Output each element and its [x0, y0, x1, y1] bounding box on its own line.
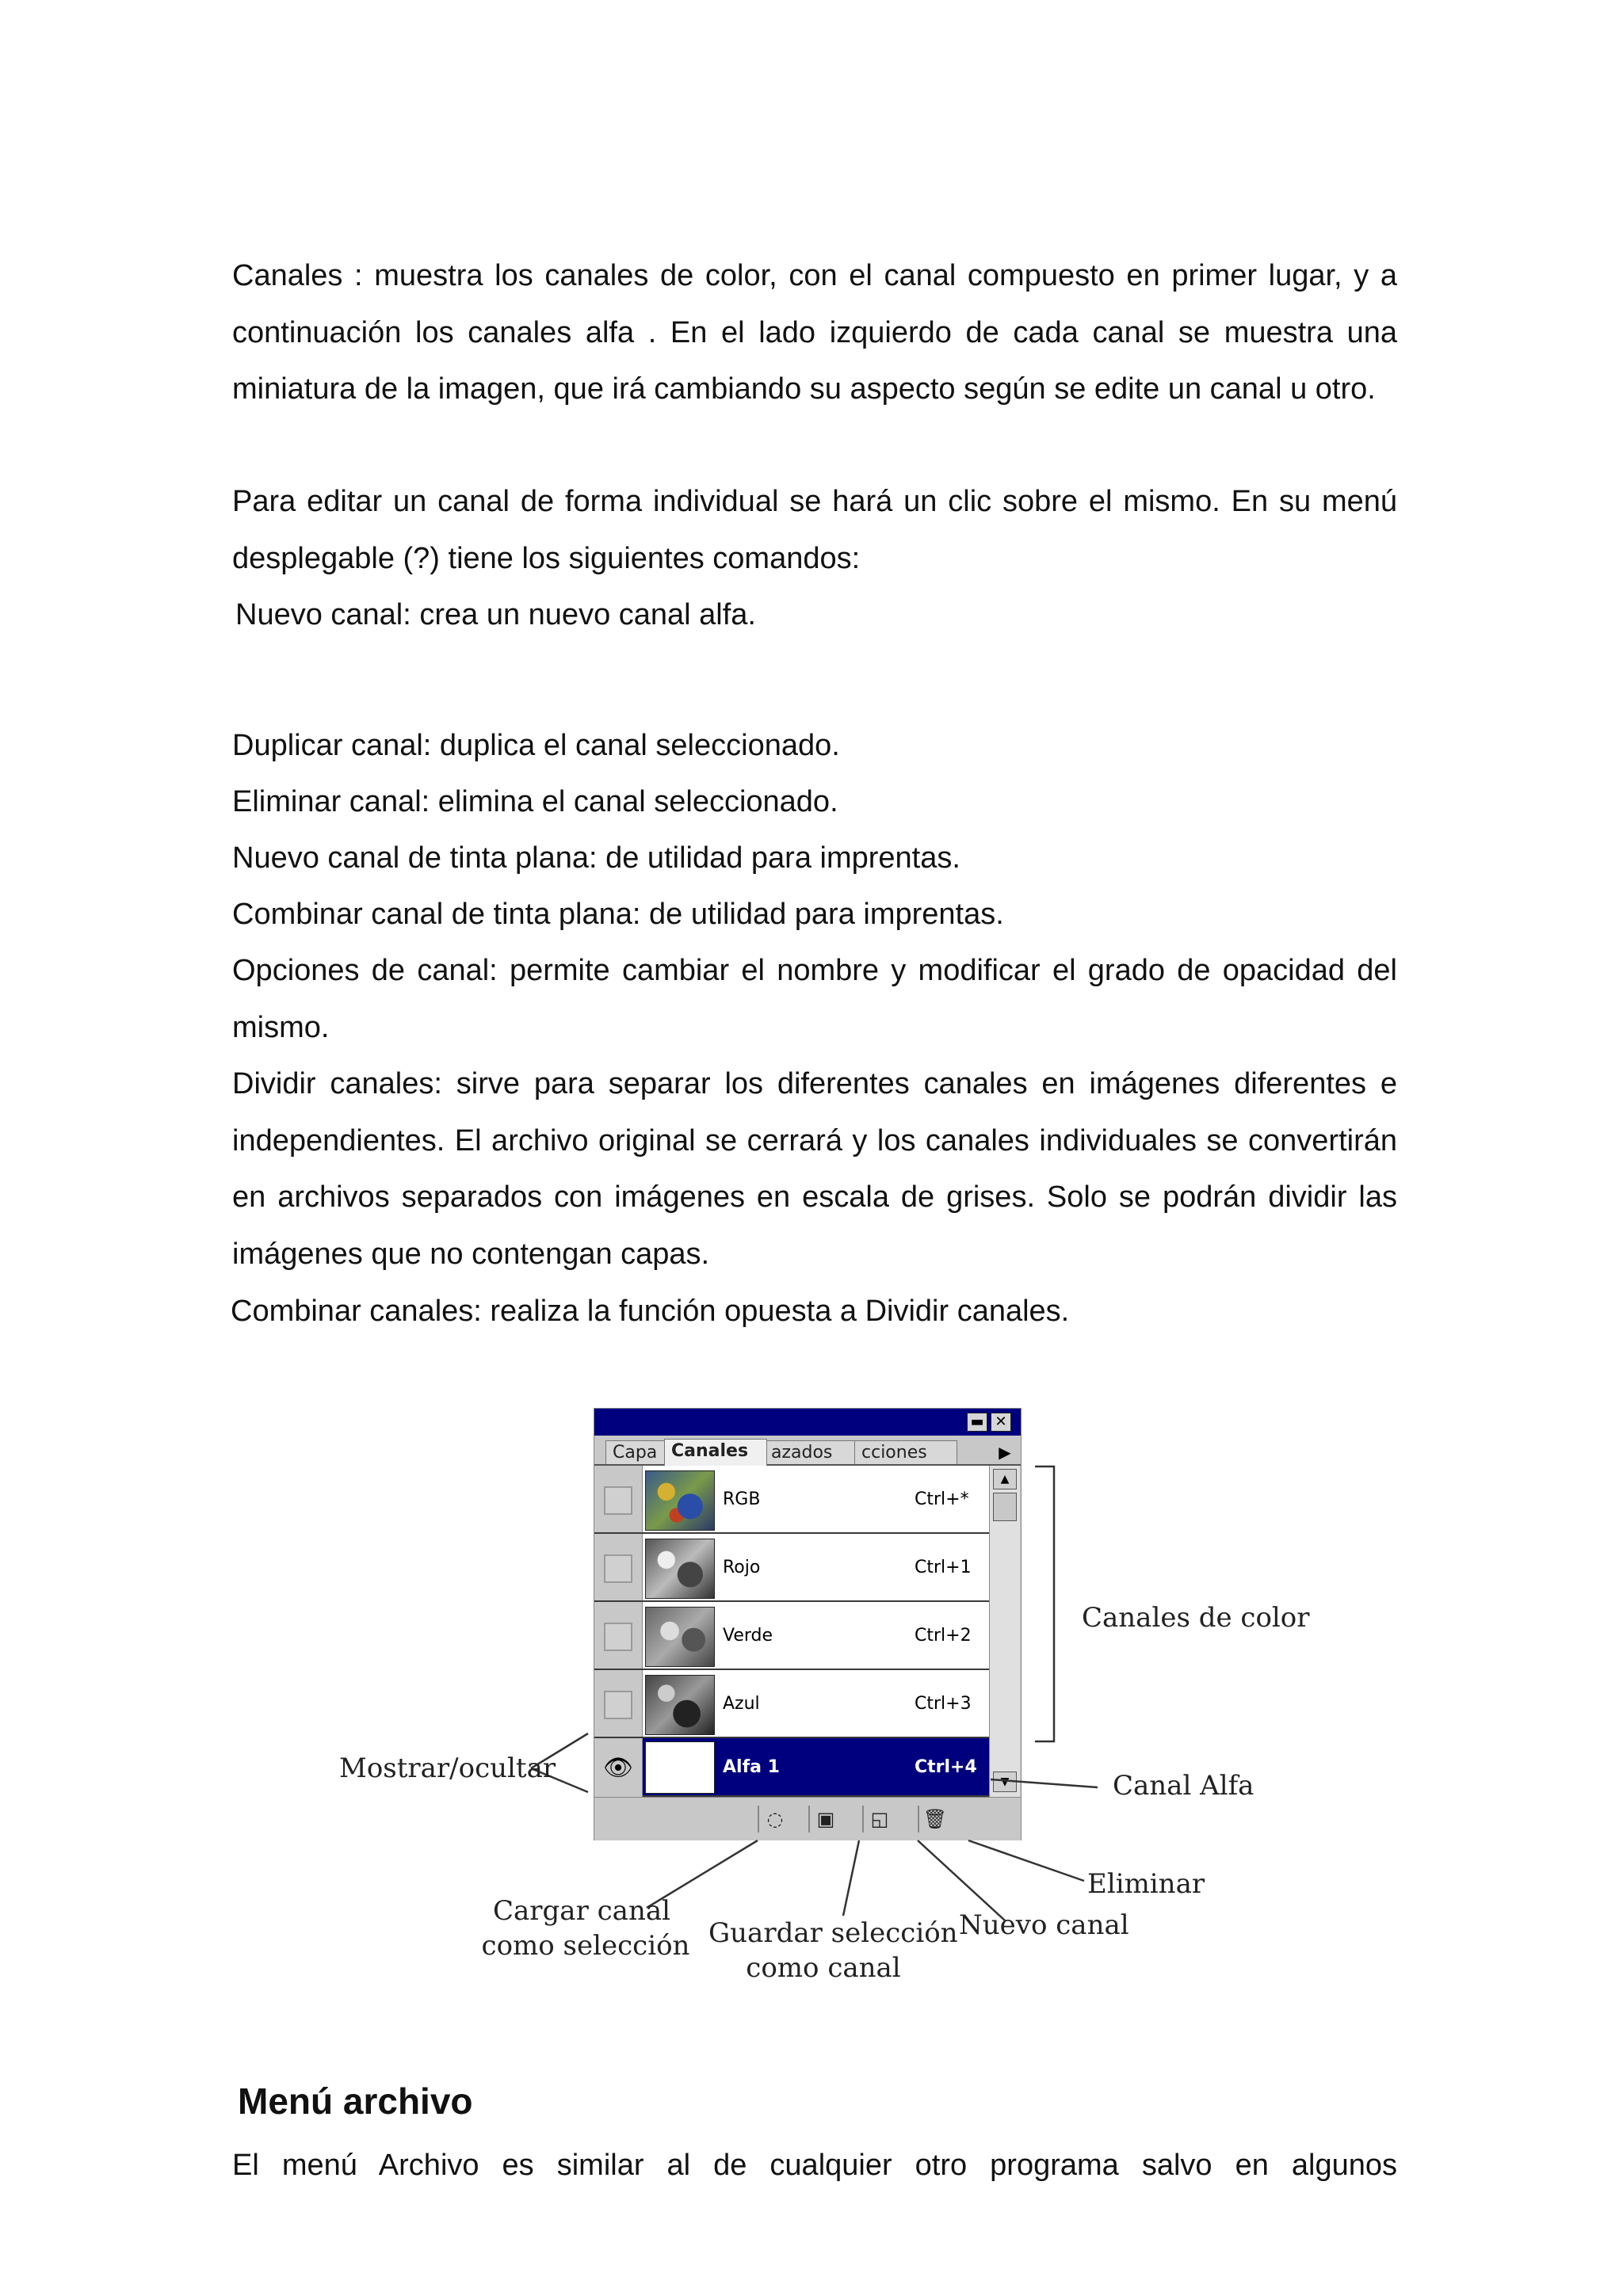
callout-delete: Eliminar [1087, 1868, 1205, 1900]
channel-shortcut: Ctrl+4 [915, 1757, 977, 1777]
channel-name: Azul [723, 1694, 760, 1714]
callout-save-line-1: Guardar selección [708, 1917, 958, 1949]
delete-channel-button[interactable]: 🗑 [918, 1806, 951, 1833]
callout-color-channels: Canales de color [1082, 1602, 1310, 1634]
line-nuevo-tinta-plana: Nuevo canal de tinta plana: de utilidad para imprentas. [232, 841, 960, 875]
channel-name: Rojo [723, 1558, 761, 1577]
channel-shortcut: Ctrl+3 [915, 1694, 972, 1714]
line-combinar-canales: Combinar canales: realiza la función opuesta a Dividir canales. [231, 1295, 1070, 1328]
paragraph-opciones-canal: Opciones de canal: permite cambiar el nombre y modificar el grado de opacidad del mismo. [232, 954, 1397, 1044]
callout-new-channel: Nuevo canal [959, 1909, 1129, 1941]
channel-name: Alfa 1 [723, 1757, 780, 1777]
load-channel-as-selection-button[interactable]: ◌ [758, 1806, 791, 1833]
tab-canales[interactable]: Canales [664, 1439, 767, 1466]
channel-name: RGB [723, 1489, 761, 1509]
eye-icon[interactable]: 👁 [602, 1754, 634, 1782]
channel-shortcut: Ctrl+* [915, 1489, 969, 1509]
callout-show-hide: Mostrar/ocultar [339, 1753, 556, 1784]
line-eliminar-canal: Eliminar canal: elimina el canal seleccionado. [232, 785, 838, 818]
scroll-up-icon[interactable]: ▲ [993, 1469, 1017, 1489]
callout-load-line-2: como selección [481, 1930, 690, 1962]
save-selection-as-channel-button[interactable]: ▣ [808, 1806, 842, 1833]
channel-shortcut: Ctrl+1 [915, 1558, 972, 1577]
callout-alpha-channel: Canal Alfa [1113, 1770, 1254, 1802]
section-intro: El menú Archivo es similar al de cualquier otro programa salvo en algunos [232, 2149, 1397, 2182]
paragraph-canales: Canales : muestra los canales de color, con el canal compuesto en primer lugar, y a continuación los canales alfa . En el lado izquierdo de cada canal se muestra una miniatura de la imagen, que irá cambiando su aspecto según se edite un canal u otro. [232, 259, 1397, 406]
line-combinar-tinta-plana: Combinar canal de tinta plana: de utilidad para imprentas. [232, 898, 1004, 931]
line-duplicar-canal: Duplicar canal: duplica el canal seleccionado. [232, 729, 840, 762]
palette-menu-arrow-icon[interactable]: ▶ [999, 1443, 1011, 1462]
callout-save-line-2: como canal [746, 1952, 901, 1979]
tab-trazados[interactable]: azados [764, 1440, 857, 1464]
paragraph-dividir-canales: Dividir canales: sirve para separar los diferentes canales en imágenes diferentes e independientes. El archivo original se cerrará y los canales individuales se convertirán en archivos separados con imágenes en escala de grises. Solo se podrán dividir las imágenes que no contengan capas. [232, 1067, 1397, 1271]
line-nuevo-canal: Nuevo canal: crea un nuevo canal alfa. [235, 598, 756, 631]
channel-name: Verde [723, 1626, 773, 1646]
tab-acciones[interactable]: cciones [854, 1440, 957, 1464]
tab-capas[interactable]: Capa [605, 1440, 669, 1464]
paragraph-editar-canal: Para editar un canal de forma individual se hará un clic sobre el mismo. En su menú desplegable (?) tiene los siguientes comandos: [232, 485, 1397, 575]
section-heading: Menú archivo [238, 2081, 473, 2122]
new-channel-button[interactable]: ◱ [862, 1806, 896, 1833]
scroll-down-icon[interactable]: ▼ [993, 1772, 1017, 1792]
close-icon[interactable]: ✕ [991, 1413, 1011, 1432]
callout-load-line-1: Cargar canal [493, 1895, 670, 1927]
minimize-icon[interactable]: ▬ [967, 1413, 987, 1432]
channel-shortcut: Ctrl+2 [915, 1626, 972, 1646]
